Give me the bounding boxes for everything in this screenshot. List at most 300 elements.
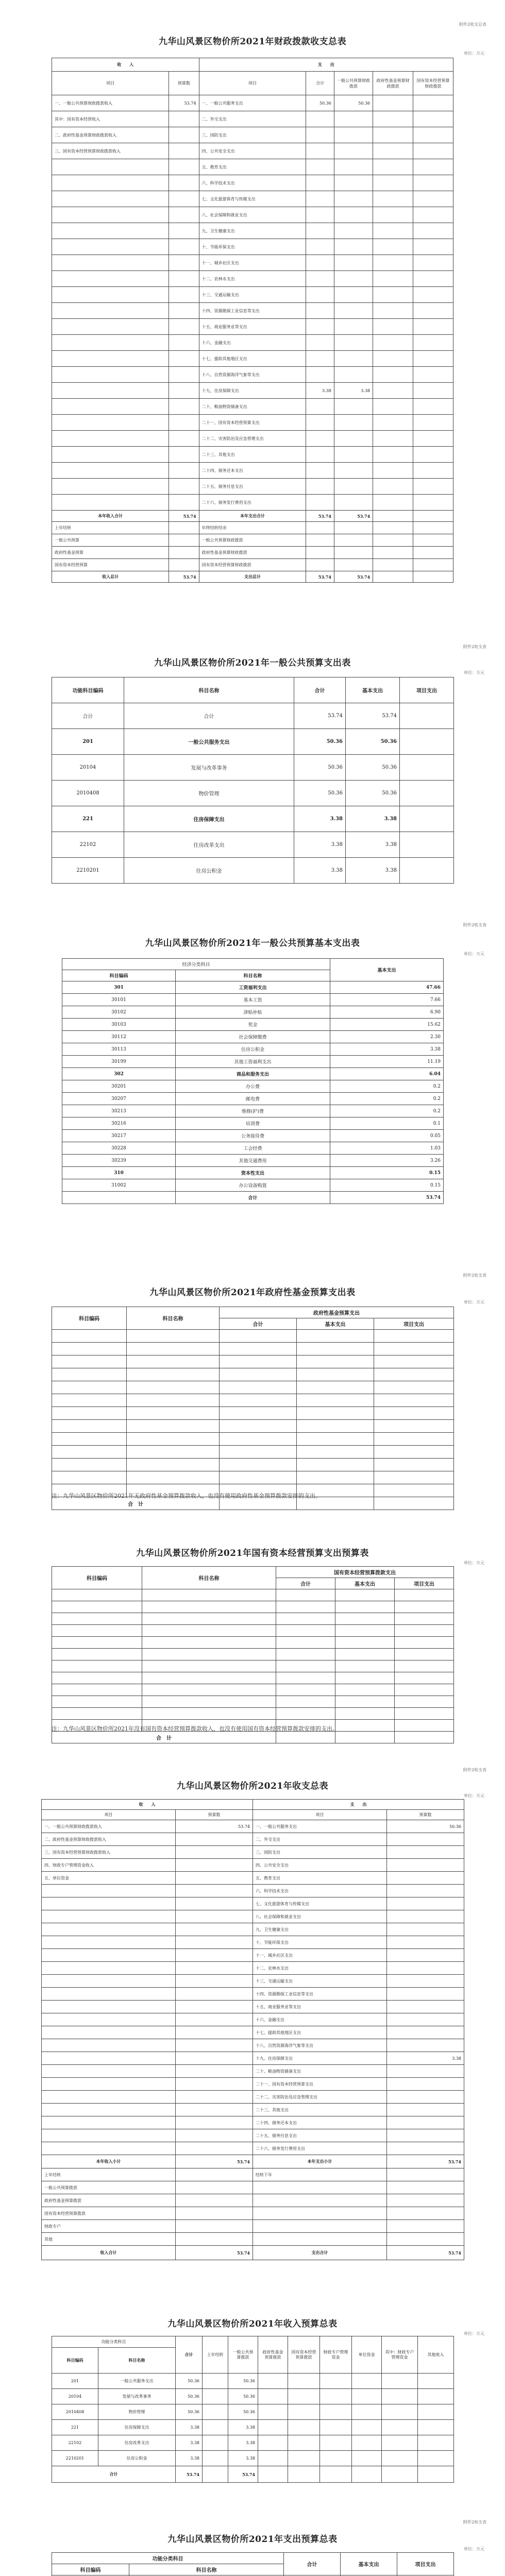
general-expenditure-table (52, 677, 454, 884)
col-general: 一般公共预算拨款 (228, 2336, 258, 2374)
expend-item: 三、国防支出 (199, 127, 306, 143)
cell-basic: 50.36 (346, 755, 400, 781)
income-value (169, 127, 199, 143)
col-fund: 政府性基金预算财政拨款 (373, 72, 413, 95)
table-cell (418, 2435, 454, 2451)
table-cell (395, 1672, 454, 1684)
table-row (52, 1660, 454, 1672)
expend-general (334, 431, 373, 447)
table-cell (176, 1962, 253, 1975)
table-cell (373, 495, 413, 511)
income-header: 收 入 (52, 58, 199, 72)
section-fiscal-summary (0, 0, 505, 644)
table-cell (373, 271, 413, 287)
table-cell (382, 2389, 418, 2404)
table-cell (373, 571, 413, 583)
table-cell (127, 1381, 220, 1394)
table-cell (127, 1420, 220, 1433)
expend-subtotal-total: 53.74 (306, 511, 334, 522)
table-cell (169, 335, 199, 351)
table-row (42, 1833, 464, 1846)
table-cell (387, 2233, 464, 2246)
table-cell (276, 1696, 335, 1708)
table-cell (42, 2091, 176, 2104)
expend-item: 四、公共安全支出 (199, 143, 306, 159)
table-cell (42, 2129, 176, 2142)
income-value (176, 1885, 253, 1897)
table-cell (373, 223, 413, 239)
cell-basic: 50.36 (346, 729, 400, 755)
table-cell (176, 2013, 253, 2026)
expend-general (334, 447, 373, 463)
table-cell (373, 547, 413, 559)
table-row (52, 1355, 454, 1368)
page-title: 九华山风景区物价所2021年收支总表 (176, 1781, 329, 1791)
table-row (62, 1093, 444, 1105)
table-cell (169, 479, 199, 495)
table-cell (413, 547, 453, 559)
table-row (42, 2078, 464, 2091)
total-label: 合 计 (52, 1497, 220, 1510)
table-row (52, 335, 453, 351)
table-cell (320, 2435, 352, 2451)
table-cell (373, 111, 413, 127)
expend-value (387, 1833, 464, 1846)
expend-total-total: 53.74 (306, 571, 334, 583)
table-cell (373, 479, 413, 495)
cell-basic: 0.2 (330, 1093, 444, 1105)
income-item: 一、一般公共预算财政拨款收入 (42, 1820, 176, 1833)
table-cell (176, 1949, 253, 1962)
table-cell (352, 2435, 382, 2451)
table-cell (52, 287, 169, 303)
table-cell (373, 511, 413, 522)
expend-item: 一、一般公共服务支出 (199, 95, 306, 111)
cell-basic: 3.38 (330, 1043, 444, 1056)
table-cell (169, 159, 199, 175)
table-cell (320, 2374, 352, 2389)
table-cell (395, 1637, 454, 1649)
table-cell (220, 1407, 297, 1420)
table-cell (413, 447, 453, 463)
cell-code: 201 (52, 729, 124, 755)
table-cell (382, 2451, 418, 2466)
expend-item: 二十二、灾害防治及应急管理支出 (199, 431, 306, 447)
table-cell (413, 522, 453, 534)
table-row (52, 522, 453, 534)
col-total: 合计 (306, 72, 334, 95)
table-cell (373, 127, 413, 143)
total-general: 53.74 (228, 2466, 258, 2483)
table-cell (52, 1637, 142, 1649)
cell-code: 20104 (52, 2389, 98, 2404)
income-value (176, 1872, 253, 1885)
table-cell (374, 1355, 454, 1368)
table-row (52, 351, 453, 367)
table-cell (306, 559, 334, 571)
expend-value (387, 1962, 464, 1975)
table-cell (373, 431, 413, 447)
table-cell (142, 1601, 276, 1613)
col-project: 项目支出 (400, 677, 454, 703)
table-cell (320, 2389, 352, 2404)
cell-code: 301 (62, 981, 176, 994)
section-income-budget (0, 2303, 505, 2519)
expend-item: 七、文化旅游体育与传媒支出 (199, 191, 306, 207)
expend-item: 六、科学技术支出 (199, 175, 306, 191)
expend-total (306, 303, 334, 319)
cell-code: 30207 (62, 1093, 176, 1105)
income-value (169, 143, 199, 159)
cell-code (62, 1192, 176, 1204)
expend-general (334, 367, 373, 383)
table-cell (320, 2466, 352, 2483)
expend-value (387, 2116, 464, 2129)
doc-tag: 附件2收支总表 (459, 22, 486, 27)
table-cell (176, 2026, 253, 2039)
expend-item: 二十五、债务付息支出 (199, 479, 306, 495)
cell-general: 50.36 (228, 2389, 258, 2404)
table-row (42, 2104, 464, 2116)
table-row (42, 2091, 464, 2104)
table-cell (373, 383, 413, 399)
table-row (42, 2220, 464, 2233)
expend-value (387, 2129, 464, 2142)
col-unit-funds: 单位资金 (352, 2336, 382, 2374)
cell-general: 3.38 (228, 2420, 258, 2435)
table-row (52, 1459, 454, 1471)
expend-value (387, 1897, 464, 1910)
table-cell (42, 1975, 176, 1988)
table-cell (374, 1368, 454, 1381)
income-item: 二、政府性基金预算财政拨款收入 (52, 127, 169, 143)
cell-basic: 0.15 (330, 1167, 444, 1179)
table-row (62, 981, 444, 994)
cell-code: 302 (62, 1068, 176, 1080)
cell-total: 50.36 (176, 2404, 203, 2420)
cell-code: 31002 (62, 1179, 176, 1192)
cell-code: 20104 (52, 755, 124, 781)
cell-basic: 1.03 (330, 1142, 444, 1155)
table-cell (52, 1660, 142, 1672)
col-general: 一般公共预算财政拨款 (334, 72, 373, 95)
cell-name: 合计 (176, 1192, 330, 1204)
expend-total (306, 143, 334, 159)
expend-item: 十、节能环保支出 (253, 1936, 387, 1949)
table-row (52, 1613, 454, 1625)
table-cell (418, 2420, 454, 2435)
cell-project (400, 781, 454, 806)
table-row (52, 534, 453, 547)
expend-general (334, 463, 373, 479)
table-cell (220, 1394, 297, 1407)
expend-total (306, 207, 334, 223)
table-cell (297, 1446, 374, 1459)
expend-general (334, 143, 373, 159)
expend-item: 十四、资源勘探工业信息等支出 (199, 303, 306, 319)
table-cell (169, 287, 199, 303)
income-value (176, 1859, 253, 1872)
expend-total (306, 463, 334, 479)
table-cell (127, 1330, 220, 1343)
expend-value (387, 2013, 464, 2026)
table-cell (52, 1708, 142, 1720)
section-capital-expenditure (0, 1540, 505, 1767)
total-value: 53.74 (176, 2466, 203, 2483)
table-cell (374, 1420, 454, 1433)
expend-item: 二十六、债务发行费用支出 (253, 2142, 387, 2155)
cell-project (400, 858, 454, 884)
table-cell (335, 1684, 395, 1696)
expend-item: 十三、交通运输支出 (199, 287, 306, 303)
table-cell (52, 447, 169, 463)
col-project: 项目支出 (374, 1318, 454, 1330)
doc-tag: 附件2收支表 (463, 645, 486, 649)
expend-item: 十五、商业服务业等支出 (199, 319, 306, 335)
expend-general (334, 207, 373, 223)
expend-general: 50.36 (334, 95, 373, 111)
table-cell (395, 1625, 454, 1637)
table-row (42, 1885, 464, 1897)
cell-name: 住房改革支出 (98, 2435, 176, 2451)
table-cell (297, 1355, 374, 1368)
carryover-item: 一般公共预算 (52, 534, 169, 547)
doc-tag: 附件2收支表 (463, 1273, 486, 1278)
expend-value (387, 1885, 464, 1897)
unit-label: 单位：万元 (464, 2331, 484, 2336)
table-cell (297, 1330, 374, 1343)
table-cell (373, 143, 413, 159)
expend-item: 二十四、债务还本支出 (253, 2116, 387, 2129)
table-cell (42, 2026, 176, 2039)
table-row (52, 858, 454, 884)
table-cell (176, 2039, 253, 2052)
col-total: 合计 (176, 2336, 203, 2374)
expend-value (387, 1975, 464, 1988)
year-end-item (253, 2207, 387, 2220)
cell-code: 30239 (62, 1155, 176, 1167)
expend-item: 十二、农林水支出 (199, 271, 306, 287)
expend-item: 十一、城乡社区支出 (253, 1949, 387, 1962)
section-general-expenditure (0, 644, 505, 922)
table-cell (169, 255, 199, 271)
table-cell (382, 2466, 418, 2483)
table-cell (42, 2052, 176, 2065)
table-cell (258, 2404, 288, 2420)
table-cell (176, 2233, 253, 2246)
section-fund-expenditure (0, 1273, 505, 1540)
table-cell (258, 2466, 288, 2483)
table-row (52, 159, 453, 175)
table-cell (352, 2451, 382, 2466)
page-title: 九华山风景区物价所2021年收入预算总表 (167, 2319, 338, 2329)
col-item: 项目 (52, 72, 169, 95)
table-cell (352, 2374, 382, 2389)
expend-total (306, 351, 334, 367)
table-cell (258, 2451, 288, 2466)
cell-code: 30216 (62, 1117, 176, 1130)
cell-name: 住房改革支出 (124, 832, 294, 858)
table-cell (352, 2420, 382, 2435)
col-name: 科目名称 (129, 2564, 284, 2575)
table-row (42, 1910, 464, 1923)
table-row (62, 1142, 444, 1155)
cell-name: 维修(护)费 (176, 1105, 330, 1117)
cell-name: 工会经费 (176, 1142, 330, 1155)
table-cell (52, 1601, 142, 1613)
col-item: 项目 (199, 72, 306, 95)
table-cell (42, 1936, 176, 1949)
table-cell (297, 1459, 374, 1471)
table-cell (176, 2116, 253, 2129)
cell-basic: 15.62 (330, 1019, 444, 1031)
table-cell (52, 271, 169, 287)
table-row (52, 729, 454, 755)
expend-item: 三、国防支出 (253, 1846, 387, 1859)
expend-item: 七、文化旅游体育与传媒支出 (253, 1897, 387, 1910)
total-row (42, 2246, 464, 2260)
table-cell (169, 399, 199, 415)
page-title: 九华山风景区物价所2021年国有资本经营预算支出预算表 (136, 1548, 369, 1558)
cell-basic: 3.38 (346, 858, 400, 884)
cell-name: 住房公积金 (124, 858, 294, 884)
table-cell (387, 2181, 464, 2194)
table-cell (52, 1381, 127, 1394)
cell-project (400, 806, 454, 832)
table-cell (373, 319, 413, 335)
table-cell (373, 447, 413, 463)
table-cell (335, 1649, 395, 1660)
doc-tag: 附件2收支表 (463, 1768, 486, 1772)
cell-total: 50.36 (294, 729, 346, 755)
expend-value (387, 2039, 464, 2052)
page-title: 九华山风景区物价所2021年政府性基金预算支出表 (149, 1287, 356, 1298)
table-row (42, 2142, 464, 2155)
table-row (52, 1625, 454, 1637)
table-cell (373, 399, 413, 415)
cell-name: 一般公共服务支出 (98, 2374, 176, 2389)
table-row (42, 2207, 464, 2220)
expend-item: 十六、金融支出 (253, 2013, 387, 2026)
expend-general (334, 351, 373, 367)
cell-code: 221 (52, 806, 124, 832)
total-row (52, 571, 453, 583)
cell-basic: 50.36 (346, 781, 400, 806)
income-value: 53.74 (176, 1820, 253, 1833)
table-row (42, 1897, 464, 1910)
table-cell (335, 1601, 395, 1613)
table-cell (413, 511, 453, 522)
expend-general (334, 319, 373, 335)
expend-total (306, 191, 334, 207)
expend-item: 五、教育支出 (253, 1872, 387, 1885)
table-cell (169, 271, 199, 287)
table-cell (413, 431, 453, 447)
cell-name: 奖金 (176, 1019, 330, 1031)
expend-item: 一、一般公共服务支出 (253, 1820, 387, 1833)
table-cell (52, 1589, 142, 1601)
income-item: 其中：国有资本经营收入 (52, 111, 169, 127)
cell-code: 合计 (52, 703, 124, 729)
expend-total (306, 335, 334, 351)
note-text: 注：九华山风景区物价所2021年没有国有资本经营预算拨款收入，也没有使用国有资本经营预算拨款安排的支出。 (52, 1725, 338, 1732)
table-cell (413, 95, 453, 111)
table-cell (169, 239, 199, 255)
col-basic: 基本支出 (297, 1318, 374, 1330)
table-cell (169, 547, 199, 559)
col-project: 项目支出 (395, 1578, 454, 1589)
income-item: 一、一般公共预算财政拨款收入 (52, 95, 169, 111)
table-cell (335, 1589, 395, 1601)
group-header: 政府性基金预算支出 (220, 1307, 454, 1318)
cell-code: 310 (62, 1167, 176, 1179)
expend-item: 二、外交支出 (253, 1833, 387, 1846)
table-cell (413, 303, 453, 319)
expend-general (334, 127, 373, 143)
expend-total (306, 431, 334, 447)
fund-expenditure-table (52, 1307, 454, 1510)
table-cell (42, 2013, 176, 2026)
table-cell (288, 2451, 320, 2466)
table-cell (258, 2389, 288, 2404)
doc-tag: 附件2收支表 (463, 923, 486, 927)
expend-total (306, 111, 334, 127)
expend-general (334, 175, 373, 191)
expend-item: 十八、自然资源海洋气象等支出 (199, 367, 306, 383)
table-cell (142, 1589, 276, 1601)
table-row (52, 1381, 454, 1394)
table-row (52, 1420, 454, 1433)
table-cell (374, 1433, 454, 1446)
cell-basic: 3.38 (346, 806, 400, 832)
table-row (42, 1988, 464, 2001)
expend-subtotal-general: 53.74 (334, 511, 373, 522)
income-item (42, 1897, 176, 1910)
table-cell (203, 2420, 228, 2435)
unit-label: 单位：万元 (464, 1561, 484, 1565)
col-basic: 基本支出 (335, 1578, 395, 1589)
expend-value (387, 1872, 464, 1885)
cell-name: 资本性支出 (176, 1167, 330, 1179)
table-cell (258, 2435, 288, 2451)
col-budget: 预算数 (387, 1810, 464, 1820)
expend-item: 六、科学技术支出 (253, 1885, 387, 1897)
table-cell (395, 1684, 454, 1696)
table-cell (288, 2466, 320, 2483)
table-cell (387, 2220, 464, 2233)
table-cell (320, 2404, 352, 2420)
table-cell (52, 415, 169, 431)
table-cell (373, 175, 413, 191)
table-row (42, 1872, 464, 1885)
table-cell (42, 2142, 176, 2155)
year-end-item (253, 2181, 387, 2194)
table-cell (169, 534, 199, 547)
expend-general (334, 335, 373, 351)
table-row (52, 547, 453, 559)
table-row (52, 832, 454, 858)
cell-name: 津贴补贴 (176, 1006, 330, 1019)
table-cell (288, 2374, 320, 2389)
expend-item: 二、外交支出 (199, 111, 306, 127)
group-header: 国有资本经营预算拨款支出 (276, 1567, 454, 1578)
table-cell (127, 1394, 220, 1407)
table-row (52, 1684, 454, 1696)
carryover-item: 其他 (42, 2233, 176, 2246)
expend-item: 十二、农林水支出 (253, 1962, 387, 1975)
table-row (52, 1407, 454, 1420)
expend-item: 九、卫生健康支出 (199, 223, 306, 239)
